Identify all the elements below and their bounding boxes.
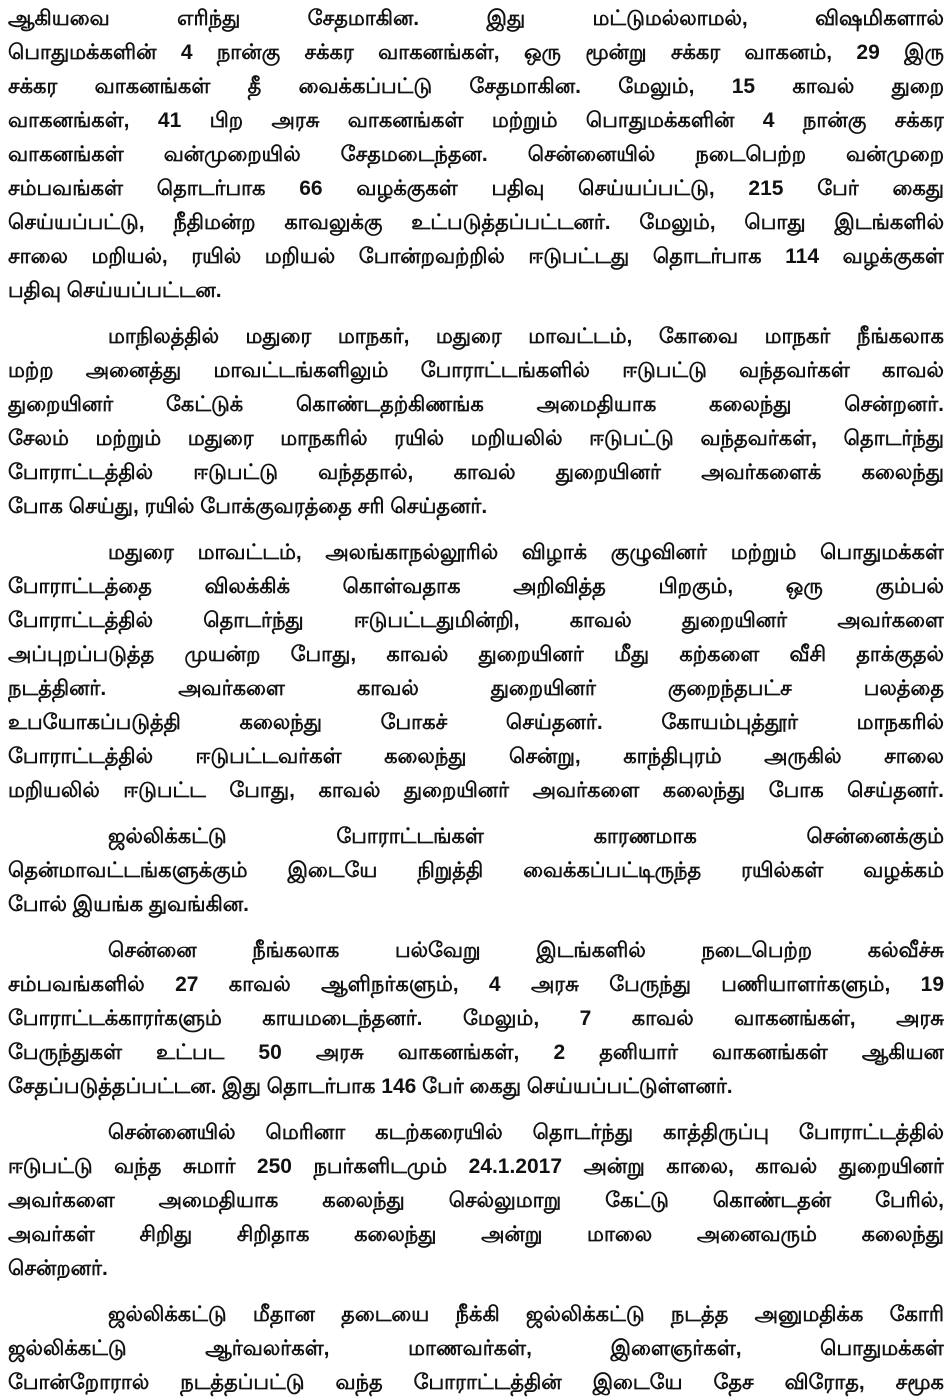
text-line: சென்னையில் மெரினா கடற்கரையில் தொடர்ந்து காத்திருப்பு போராட்டத்தில் — [108, 1121, 944, 1144]
text-line: போராட்டத்தில் தொடர்ந்து ஈடுபட்டதுமின்றி, காவல் துறையினர் அவர்களை — [8, 609, 944, 632]
text-line: ஈடுபட்டு வந்த சுமார் 250 நபர்களிடமும் 24.1.2017 அன்று காலை, காவல் துறையினர் — [8, 1155, 944, 1178]
paragraph — [8, 2, 944, 308]
text-line: சென்னை நீங்கலாக பல்வேறு இடங்களில் நடைபெற்ற கல்வீச்சு — [108, 939, 944, 962]
text-line: வாகனங்கள் வன்முறையில் சேதமடைந்தன. சென்னையில் நடைபெற்ற வன்முறை — [8, 143, 944, 166]
text-line: போராட்டத்தில் ஈடுபட்டவர்கள் கலைந்து சென்று, காந்திபுரம் அருகில் சாலை — [8, 745, 944, 768]
text-line: சேலம் மற்றும் மதுரை மாநகரில் ரயில் மறியலில் ஈடுபட்டு வந்தவர்கள், தொடர்ந்து — [8, 427, 944, 450]
text-line: செய்யப்பட்டு, நீதிமன்ற காவலுக்கு உட்படுத்தப்பட்டனர். மேலும், பொது இடங்களில் — [8, 211, 944, 234]
text-line: உபயோகப்படுத்தி கலைந்து போகச் செய்தனர். கோயம்புத்தூர் மாநகரில் — [8, 711, 944, 734]
text-line: மற்ற அனைத்து மாவட்டங்களிலும் போராட்டங்களில் ஈடுபட்டு வந்தவர்கள் காவல் — [8, 359, 944, 382]
text-line: போக செய்து, ரயில் போக்குவரத்தை சரி செய்தனர். — [8, 495, 488, 518]
paragraph — [8, 820, 944, 922]
text-line: ஜல்லிக்கட்டு மீதான தடையை நீக்கி ஜல்லிக்கட்டு நடத்த அனுமதிக்க கோரி — [108, 1303, 944, 1326]
text-line: சேதப்படுத்தப்பட்டன. இது தொடர்பாக 146 பேர் கைது செய்யப்பட்டுள்ளனர். — [8, 1075, 733, 1098]
text-line: மறியலில் ஈடுபட்ட போது, காவல் துறையினர் அவர்களை கலைந்து போக செய்தனர். — [8, 779, 944, 802]
text-line: ஜல்லிக்கட்டு ஆர்வலர்கள், மாணவர்கள், இளைஞர்கள், பொதுமக்கள் — [8, 1337, 944, 1360]
text-line: போராட்டத்தில் ஈடுபட்டு வந்ததால், காவல் துறையினர் அவர்களைக் கலைந்து — [8, 461, 944, 484]
text-line: சென்றனர். — [8, 1257, 108, 1280]
text-line: அப்புறப்படுத்த முயன்ற போது, காவல் துறையினர் மீது கற்களை வீசி தாக்குதல் — [8, 643, 944, 666]
text-line: போராட்டக்காரர்களும் காயமடைந்தனர். மேலும், 7 காவல் வாகனங்கள், அரசு — [8, 1007, 944, 1030]
text-line: நடத்தினர். அவர்களை காவல் துறையினர் குறைந்தபட்ச பலத்தை — [8, 677, 944, 700]
text-line: சாலை மறியல், ரயில் மறியல் போன்றவற்றில் ஈடுபட்டது தொடர்பாக 114 வழக்குகள் — [8, 245, 944, 268]
text-line: பொதுமக்களின் 4 நான்கு சக்கர வாகனங்கள், ஒரு மூன்று சக்கர வாகனம், 29 இரு — [8, 41, 944, 64]
paragraph — [8, 934, 944, 1104]
text-line: பேருந்துகள் உட்பட 50 அரசு வாகனங்கள், 2 தனியார் வாகனங்கள் ஆகியன — [8, 1041, 944, 1064]
text-line: ஆகியவை எரிந்து சேதமாகின. இது மட்டுமல்லாமல், விஷமிகளால் — [8, 7, 944, 30]
text-line: சக்கர வாகனங்கள் தீ வைக்கப்பட்டு சேதமாகின. மேலும், 15 காவல் துறை — [8, 75, 944, 98]
text-line: தென்மாவட்டங்களுக்கும் இடையே நிறுத்தி வைக்கப்பட்டிருந்த ரயில்கள் வழக்கம் — [8, 859, 944, 882]
paragraph — [8, 1298, 944, 1400]
paragraph — [8, 320, 944, 524]
text-line: ஜல்லிக்கட்டு போராட்டங்கள் காரணமாக சென்னைக்கும் — [108, 825, 944, 848]
text-line: அவர்கள் சிறிது சிறிதாக கலைந்து அன்று மாலை அனைவரும் கலைந்து — [8, 1223, 944, 1246]
paragraph — [8, 1116, 944, 1286]
text-line: சம்பவங்கள் தொடர்பாக 66 வழக்குகள் பதிவு செய்யப்பட்டு, 215 பேர் கைது — [8, 177, 944, 200]
text-line: வாகனங்கள், 41 பிற அரசு வாகனங்கள் மற்றும் பொதுமக்களின் 4 நான்கு சக்கர — [8, 109, 944, 132]
text-line: மதுரை மாவட்டம், அலங்காநல்லூரில் விழாக் குழுவினர் மற்றும் பொதுமக்கள் — [108, 541, 944, 564]
paragraph — [8, 536, 944, 808]
text-line: அவர்களை அமைதியாக கலைந்து செல்லுமாறு கேட்டு கொண்டதன் பேரில், — [8, 1189, 944, 1212]
text-line: மாநிலத்தில் மதுரை மாநகர், மதுரை மாவட்டம், கோவை மாநகர் நீங்கலாக — [108, 325, 944, 348]
text-line: சம்பவங்களில் 27 காவல் ஆளிநர்களும், 4 அரசு பேருந்து பணியாளர்களும், 19 — [8, 973, 944, 996]
text-line: போன்றோரால் நடத்தப்பட்டு வந்த போராட்டத்தின் இடையே தேச விரோத, சமூக — [8, 1371, 944, 1394]
text-line: போல் இயங்க துவங்கின. — [8, 893, 249, 916]
text-line: போராட்டத்தை விலக்கிக் கொள்வதாக அறிவித்த பிறகும், ஒரு கும்பல் — [8, 575, 944, 598]
text-line: பதிவு செய்யப்பட்டன. — [8, 279, 222, 302]
text-line: துறையினர் கேட்டுக் கொண்டதற்கிணங்க அமைதியாக கலைந்து சென்றனர். — [8, 393, 944, 416]
